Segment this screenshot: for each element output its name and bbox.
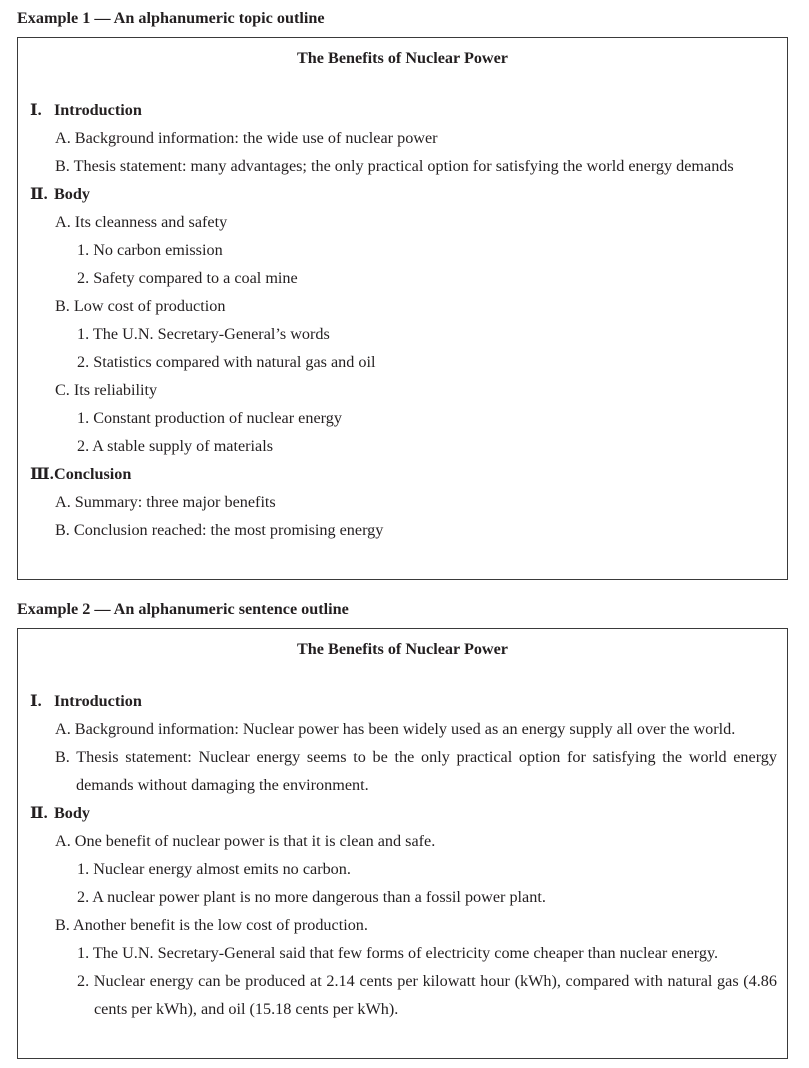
outline-subitem: [18, 855, 787, 883]
section-heading: [18, 96, 787, 124]
section-heading: [18, 180, 787, 208]
section-numeral: Ⅰ.: [30, 692, 42, 710]
item-text: One benefit of nuclear power is that it is clean and safe.: [74, 832, 436, 850]
outline-item: [18, 208, 787, 236]
outline-item: [18, 827, 787, 855]
example-1-outline-box: [17, 37, 788, 580]
item-letter: B.: [55, 521, 70, 539]
outline-subitem: [18, 348, 787, 376]
item-letter: C.: [55, 381, 70, 399]
item-letter: A.: [55, 720, 71, 738]
outline-subitem: [18, 883, 787, 911]
subitem-number: 1.: [77, 944, 90, 962]
outline-item: [18, 488, 787, 516]
section-heading: [18, 687, 787, 715]
outline-item: [18, 292, 787, 320]
subitem-text: Nuclear energy almost emits no carbon.: [93, 860, 351, 878]
item-letter: B.: [55, 916, 70, 934]
section-heading: [18, 799, 787, 827]
subitem-text: Constant production of nuclear energy: [93, 409, 342, 427]
outline-subitem: [18, 939, 787, 967]
subitem-text: Safety compared to a coal mine: [93, 269, 298, 287]
subitem-number: 2.: [77, 353, 90, 371]
item-text: Background information: the wide use of nuclear power: [74, 129, 438, 147]
section-label: Conclusion: [54, 465, 132, 483]
section-label: Body: [54, 185, 90, 203]
example-2-heading: Example 2 — An alphanumeric sentence outline: [17, 600, 349, 618]
item-text: Thesis statement: many advantages; the only practical option for satisfying the world energy demands: [73, 157, 734, 175]
subitem-text: No carbon emission: [93, 241, 223, 259]
item-letter: A.: [55, 493, 71, 511]
item-letter: B.: [55, 748, 70, 766]
subitem-text: The U.N. Secretary-General said that few forms of electricity come cheaper than nuclear energy.: [92, 944, 719, 962]
subitem-number: 1.: [77, 241, 90, 259]
item-letter: A.: [55, 213, 71, 231]
subitem-text: Statistics compared with natural gas and oil: [93, 353, 376, 371]
item-letter: B.: [55, 157, 70, 175]
subitem-number: 1.: [77, 409, 90, 427]
subitem-text: A nuclear power plant is no more dangerous than a fossil power plant.: [92, 888, 546, 906]
item-text: Thesis statement: Nuclear energy seems to be the only practical option for satisfying the world energy demands without damaging the environment.: [76, 748, 777, 794]
example-1-title: The Benefits of Nuclear Power: [297, 49, 508, 67]
outline-subitem: [18, 404, 787, 432]
outline-item: [18, 124, 787, 152]
subitem-number: 1.: [77, 325, 90, 343]
section-label: Body: [54, 804, 90, 822]
item-text: Summary: three major benefits: [74, 493, 276, 511]
example-2-outline: [18, 687, 787, 1023]
section-label: Introduction: [54, 101, 142, 119]
outline-subitem: [18, 320, 787, 348]
item-letter: A.: [55, 129, 71, 147]
subitem-number: 2.: [77, 888, 90, 906]
subitem-text: A stable supply of materials: [92, 437, 274, 455]
section-heading: [18, 460, 787, 488]
subitem-number: 2.: [77, 269, 90, 287]
section-label: Introduction: [54, 692, 142, 710]
item-text: Background information: Nuclear power has been widely used as an energy supply all over the world.: [74, 720, 736, 738]
outline-item: [18, 152, 787, 180]
section-numeral: Ⅱ.: [30, 185, 48, 203]
outline-item: [18, 743, 787, 799]
item-letter: B.: [55, 297, 70, 315]
outline-item: [18, 911, 787, 939]
item-text: Low cost of production: [73, 297, 226, 315]
outline-subitem: [18, 236, 787, 264]
example-2-outline-box: [17, 628, 788, 1059]
item-text: Conclusion reached: the most promising energy: [73, 521, 384, 539]
example-1-outline: [18, 96, 787, 544]
outline-item: [18, 715, 787, 743]
section-numeral: Ⅲ.: [30, 465, 54, 483]
item-text: Another benefit is the low cost of production.: [73, 916, 368, 934]
section-numeral: Ⅰ.: [30, 101, 42, 119]
outline-subitem: [18, 264, 787, 292]
subitem-text: Nuclear energy can be produced at 2.14 cents per kilowatt hour (kWh), compared with natural gas (4.86 cents per kWh), and oil (15.18 cents per kWh).: [93, 972, 777, 1018]
example-2-title: The Benefits of Nuclear Power: [297, 640, 508, 658]
subitem-number: 2.: [77, 972, 90, 990]
subitem-number: 1.: [77, 860, 90, 878]
item-text: Its reliability: [73, 381, 158, 399]
subitem-number: 2.: [77, 437, 90, 455]
outline-item: [18, 516, 787, 544]
section-numeral: Ⅱ.: [30, 804, 48, 822]
item-letter: A.: [55, 832, 71, 850]
outline-item: [18, 376, 787, 404]
outline-subitem: [18, 432, 787, 460]
subitem-text: The U.N. Secretary-General’s words: [92, 325, 330, 343]
outline-subitem: [18, 967, 787, 1023]
item-text: Its cleanness and safety: [74, 213, 228, 231]
example-1-heading: Example 1 — An alphanumeric topic outline: [17, 9, 325, 27]
